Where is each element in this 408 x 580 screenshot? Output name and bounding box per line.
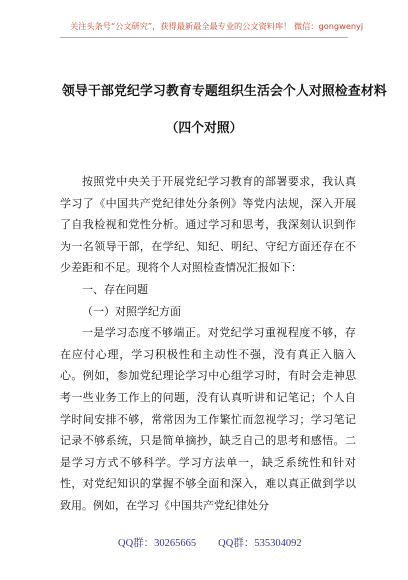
document-subtitle: （四个对照）	[165, 121, 243, 136]
footer-qq-group-1: QQ群：30265665	[118, 538, 197, 549]
document-body	[60, 171, 356, 517]
footer-contact	[118, 537, 328, 551]
footer-qq-group-2: QQ群：535304092	[218, 538, 302, 549]
header-banner: 关注头条号“公文研究”，获得最新最全最专业的公文资料库！ 微信：gongwenyj	[70, 21, 364, 31]
intro-paragraph: 按照党中央关于开展党纪学习教育的部署要求，我认真学习了《中国共产党纪律处分条例》等党内法规，深入开展了自我检视和党性分析。通过学习和思考，我深刻认识到作为一名领导干部，在学纪、知纪、明纪、守纪方面还存在不少差距和不足。现将个人对照检查情况汇报如下：	[60, 175, 356, 275]
document-title: 领导干部党纪学习教育专题组织生活会个人对照检查材料	[62, 84, 387, 99]
body-paragraph: 一是学习态度不够端正。对党纪学习重视程度不够，存在应付心理，学习积极性和主动性不强，没有真正入脑入心。例如，参加党纪理论学习中心组学习时，有时会走神思考一些业务工作上的问题，没有认真听讲和记笔记；个人自学时间安排不够，常常因为工作繁忙而忽视学习；学习笔记记录不够系统，只是简单摘抄，缺乏自己的思考和感悟。二是学习方式不够科学。学习方法单一，缺乏系统性和针对性，对党纪知识的掌握不够全面和深入，难以真正做到学以致用。例如，在学习《中国共产党纪律处分	[60, 326, 356, 512]
section-heading: 一、存在问题	[82, 282, 148, 296]
header-divider	[60, 37, 348, 38]
subsection-heading: （一）对照学纪方面	[82, 304, 181, 318]
